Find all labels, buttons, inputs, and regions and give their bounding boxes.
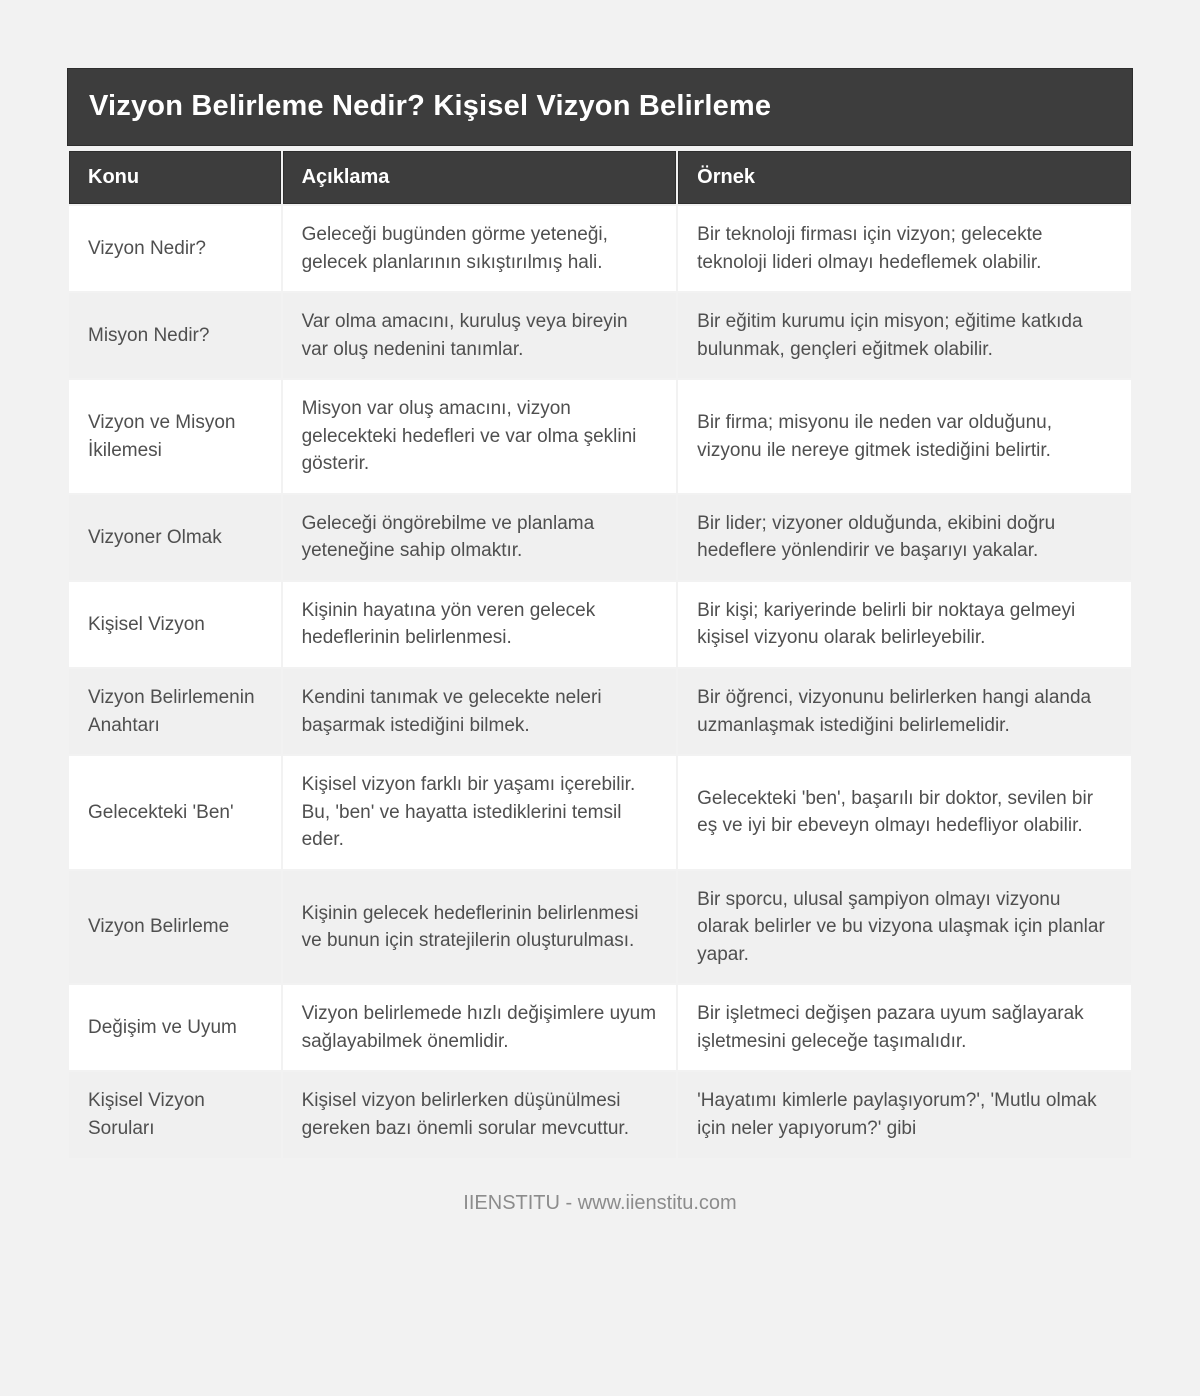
cell-konu: Gelecekteki 'Ben' xyxy=(69,756,281,869)
cell-aciklama: Geleceği öngörebilme ve planlama yeteneğine sahip olmaktır. xyxy=(283,495,677,580)
table-row xyxy=(69,495,1131,580)
table-row xyxy=(69,756,1131,869)
page-title: Vizyon Belirleme Nedir? Kişisel Vizyon Belirleme xyxy=(67,68,1133,146)
cell-ornek: 'Hayatımı kimlerle paylaşıyorum?', 'Mutlu olmak için neler yapıyorum?' gibi xyxy=(678,1072,1131,1157)
footer-credit: IIENSTITU - www.iienstitu.com xyxy=(463,1191,737,1214)
cell-ornek: Bir eğitim kurumu için misyon; eğitime katkıda bulunmak, gençleri eğitmek olabilir. xyxy=(678,293,1131,378)
cell-konu: Kişisel Vizyon xyxy=(69,582,281,667)
cell-aciklama: Kendini tanımak ve gelecekte neleri başarmak istediğini bilmek. xyxy=(283,669,677,754)
column-header-konu: Konu xyxy=(69,151,281,204)
cell-konu: Vizyoner Olmak xyxy=(69,495,281,580)
cell-ornek: Bir firma; misyonu ile neden var olduğunu, vizyonu ile nereye gitmek istediğini belirtir. xyxy=(678,380,1131,493)
cell-ornek: Bir işletmeci değişen pazara uyum sağlayarak işletmesini geleceğe taşımalıdır. xyxy=(678,985,1131,1070)
table-row xyxy=(69,985,1131,1070)
cell-aciklama: Kişinin hayatına yön veren gelecek hedeflerinin belirlenmesi. xyxy=(283,582,677,667)
vision-table xyxy=(67,149,1133,1160)
cell-ornek: Gelecekteki 'ben', başarılı bir doktor, sevilen bir eş ve iyi bir ebeveyn olmayı hedefliyor olabilir. xyxy=(678,756,1131,869)
column-header-aciklama: Açıklama xyxy=(283,151,677,204)
table-row xyxy=(69,380,1131,493)
cell-aciklama: Var olma amacını, kuruluş veya bireyin var oluş nedenini tanımlar. xyxy=(283,293,677,378)
cell-aciklama: Misyon var oluş amacını, vizyon gelecekteki hedefleri ve var olma şeklini gösterir. xyxy=(283,380,677,493)
cell-konu: Değişim ve Uyum xyxy=(69,985,281,1070)
cell-aciklama: Kişisel vizyon farklı bir yaşamı içerebilir. Bu, 'ben' ve hayatta istediklerini temsil eder. xyxy=(283,756,677,869)
cell-konu: Vizyon Belirlemenin Anahtarı xyxy=(69,669,281,754)
table-row xyxy=(69,1072,1131,1157)
cell-konu: Misyon Nedir? xyxy=(69,293,281,378)
cell-aciklama: Geleceği bugünden görme yeteneği, gelecek planlarının sıkıştırılmış hali. xyxy=(283,206,677,291)
column-header-ornek: Örnek xyxy=(678,151,1131,204)
cell-ornek: Bir öğrenci, vizyonunu belirlerken hangi alanda uzmanlaşmak istediğini belirlemelidir. xyxy=(678,669,1131,754)
table-header-row xyxy=(69,151,1131,204)
cell-konu: Vizyon Nedir? xyxy=(69,206,281,291)
cell-konu: Kişisel Vizyon Soruları xyxy=(69,1072,281,1157)
cell-ornek: Bir lider; vizyoner olduğunda, ekibini doğru hedeflere yönlendirir ve başarıyı yakalar. xyxy=(678,495,1131,580)
table-row xyxy=(69,582,1131,667)
table-row xyxy=(69,293,1131,378)
table-row xyxy=(69,206,1131,291)
cell-ornek: Bir teknoloji firması için vizyon; gelecekte teknoloji lideri olmayı hedeflemek olabilir. xyxy=(678,206,1131,291)
cell-ornek: Bir sporcu, ulusal şampiyon olmayı vizyonu olarak belirler ve bu vizyona ulaşmak için planlar yapar. xyxy=(678,871,1131,984)
cell-aciklama: Kişinin gelecek hedeflerinin belirlenmesi ve bunun için stratejilerin oluşturulması. xyxy=(283,871,677,984)
content-container xyxy=(67,68,1133,1275)
table-row xyxy=(69,871,1131,984)
cell-ornek: Bir kişi; kariyerinde belirli bir noktaya gelmeyi kişisel vizyonu olarak belirleyebilir. xyxy=(678,582,1131,667)
cell-aciklama: Kişisel vizyon belirlerken düşünülmesi gereken bazı önemli sorular mevcuttur. xyxy=(283,1072,677,1157)
cell-konu: Vizyon ve Misyon İkilemesi xyxy=(69,380,281,493)
cell-aciklama: Vizyon belirlemede hızlı değişimlere uyum sağlayabilmek önemlidir. xyxy=(283,985,677,1070)
table-row xyxy=(69,669,1131,754)
cell-konu: Vizyon Belirleme xyxy=(69,871,281,984)
